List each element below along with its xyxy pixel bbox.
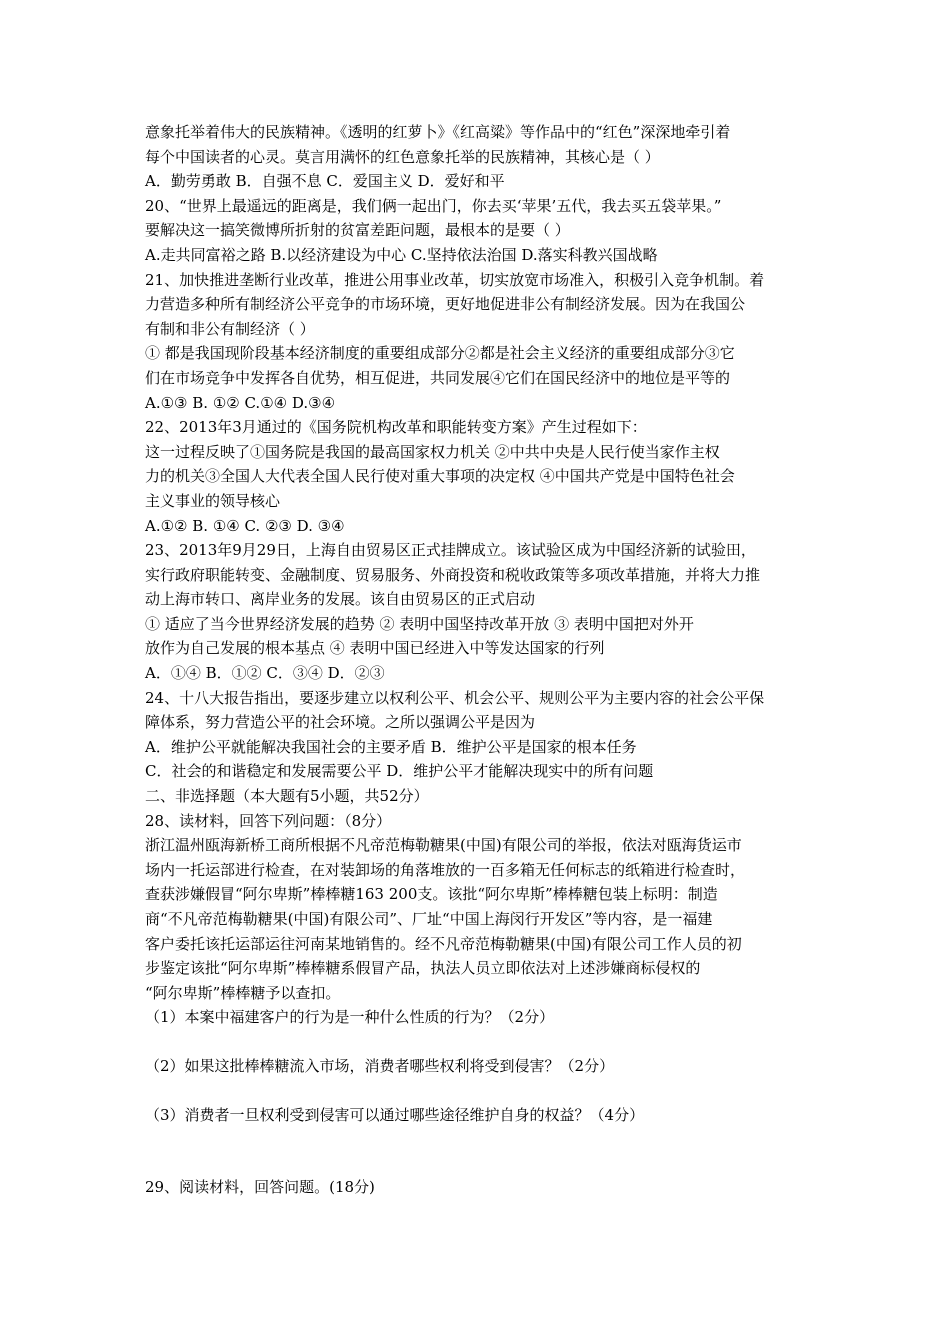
answer-options: A．①④ B．①② C．③④ D．②③ [145, 664, 385, 683]
question-22: 22、2013年3月通过的《国务院机构改革和职能转变方案》产生过程如下： [145, 418, 647, 437]
text-line: ① 都是我国现阶段基本经济制度的重要组成部分②都是社会主义经济的重要组成部分③它 [145, 344, 735, 363]
question-20: 20、“世界上最遥远的距离是，我们俩一起出门，你去买‘苹果’五代，我去买五袋苹果。” [145, 196, 722, 215]
answer-space [145, 1127, 810, 1175]
section-heading: 二、非选择题（本大题有5小题，共52分） [145, 787, 429, 806]
question-21: 21、加快推进垄断行业改革，推进公用事业改革，切实放宽市场准入，积极引入竞争机制。着 [145, 270, 765, 289]
text-line: 要解决这一搞笑微博所折射的贫富差距问题，最根本的是要（ ） [145, 221, 570, 240]
text-line: 障体系，努力营造公平的社会环境。之所以强调公平是因为 [145, 713, 536, 732]
material-text: 浙江温州瓯海新桥工商所根据不凡帝范梅勒糖果(中国)有限公司的举报，依法对瓯海货运市 [145, 836, 742, 855]
text-line: 力的机关③全国人大代表全国人民行使对重大事项的决定权 ④中国共产党是中国特色社会 [145, 467, 735, 486]
answer-space [145, 1030, 810, 1054]
material-text: 场内一托运部进行检查，在对装卸场的角落堆放的一百多箱无任何标志的纸箱进行检查时， [145, 860, 746, 879]
text-line: 力营造多种所有制经济公平竞争的市场环境，更好地促进非公有制经济发展。因为在我国公 [145, 295, 746, 314]
text-line: ① 适应了当今世界经济发展的趋势 ② 表明中国坚持改革开放 ③ 表明中国把对外开 [145, 614, 694, 633]
material-text: 查获涉嫌假冒“阿尔卑斯”棒棒糖163 200支。该批“阿尔卑斯”棒棒糖包装上标明：制造 [145, 885, 718, 904]
material-text: “阿尔卑斯”棒棒糖予以查扣。 [145, 983, 341, 1002]
question-24: 24、十八大报告指出，要逐步建立以权利公平、机会公平、规则公平为主要内容的社会公平保 [145, 688, 765, 707]
text-line: 放作为自己发展的根本基点 ④ 表明中国已经进入中等发达国家的行列 [145, 639, 605, 658]
answer-options: A．勤劳勇敢 B．自强不息 C．爱国主义 D．爱好和平 [145, 172, 505, 191]
answer-options: A.走共同富裕之路 B.以经济建设为中心 C.坚持依法治国 D.落实科教兴国战略 [145, 245, 658, 264]
text-line: 每个中国读者的心灵。莫言用满怀的红色意象托举的民族精神，其核心是（ ） [145, 147, 660, 166]
document-page [145, 120, 810, 1200]
material-text: 客户委托该托运部运往河南某地销售的。经不凡帝范梅勒糖果(中国)有限公司工作人员的初 [145, 934, 742, 953]
text-line: 动上海市转口、离岸业务的发展。该自由贸易区的正式启动 [145, 590, 536, 609]
answer-options: C．社会的和谐稳定和发展需要公平 D．维护公平才能解决现实中的所有问题 [145, 762, 654, 781]
material-text: 商“不凡帝范梅勒糖果(中国)有限公司”、厂址“中国上海闵行开发区”等内容，是一福建 [145, 910, 713, 928]
text-line: 意象托举着伟大的民族精神。《透明的红萝卜》《红高粱》等作品中的“红色”深深地牵引着 [145, 123, 731, 141]
question-28: 28、读材料，回答下列问题：（8分） [145, 811, 392, 830]
answer-space [145, 1079, 810, 1103]
text-line: 们在市场竞争中发挥各自优势，相互促进，共同发展④它们在国民经济中的地位是平等的 [145, 368, 731, 387]
answer-options: A．维护公平就能解决我国社会的主要矛盾 B．维护公平是国家的根本任务 [145, 737, 637, 756]
sub-question-2: （2）如果这批棒棒糖流入市场，消费者哪些权利将受到侵害？（2分） [145, 1056, 615, 1075]
sub-question-3: （3）消费者一旦权利受到侵害可以通过哪些途径维护自身的权益？（4分） [145, 1105, 645, 1124]
text-line: 这一过程反映了①国务院是我国的最高国家权力机关 ②中共中央是人民行使当家作主权 [145, 442, 720, 461]
text-line: 实行政府职能转变、金融制度、贸易服务、外商投资和税收政策等多项改革措施，并将大力推 [145, 565, 761, 584]
text-line: 有制和非公有制经济（ ） [145, 319, 315, 338]
answer-options: A.①② B. ①④ C. ②③ D. ③④ [145, 516, 345, 535]
question-23: 23、2013年9月29日，上海自由贸易区正式挂牌成立。该试验区成为中国经济新的试验田， [145, 541, 756, 560]
question-29: 29、阅读材料，回答问题。(18分) [145, 1178, 375, 1197]
material-text: 步鉴定该批“阿尔卑斯”棒棒糖系假冒产品，执法人员立即依法对上述涉嫌商标侵权的 [145, 959, 701, 978]
sub-question-1: （1）本案中福建客户的行为是一种什么性质的行为？（2分） [145, 1008, 555, 1027]
text-line: 主义事业的领导核心 [145, 491, 281, 510]
answer-options: A.①③ B. ①② C.①④ D.③④ [145, 393, 336, 412]
